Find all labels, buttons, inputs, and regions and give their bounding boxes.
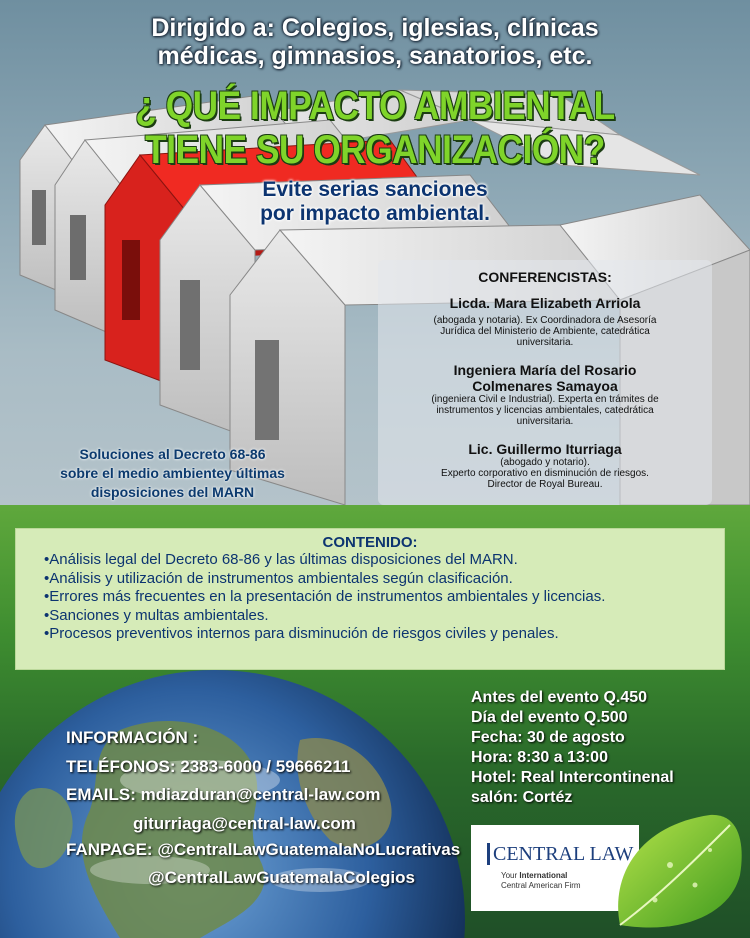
event-detail-line: Hotel: Real Intercontinenal (471, 769, 674, 786)
speakers-title: CONFERENCISTAS: (478, 269, 612, 285)
speaker-2-desc-line: (ingeniera Civil e Industrial). Experta en trámites de (431, 394, 659, 405)
solutions-line: disposiciones del MARN (90, 484, 255, 500)
solutions-line: sobre el medio ambientey últimas (60, 465, 285, 481)
subheadline (200, 178, 550, 226)
speaker-1-desc-line: (abogada y notaria). Ex Coordinadora de Asesoría (433, 315, 657, 326)
fanpage-row (66, 840, 460, 860)
speaker-1-desc-line: universitaria. (516, 337, 574, 348)
audience-line-2: médicas, gimnasios, sanatorios, etc. (157, 42, 593, 70)
info-label: INFORMACIÓN : (66, 728, 199, 747)
logo-tag-line2: Central American Firm (501, 881, 581, 890)
email-link-2[interactable]: giturriaga@central-law.com (133, 814, 356, 833)
logo-tagline (501, 871, 581, 891)
speaker-1-desc-line: Jurídica del Ministerio de Ambiente, catedrática (440, 326, 650, 337)
logo-bar (487, 843, 490, 865)
leaf-image (600, 805, 750, 938)
content-item: •Análisis legal del Decreto 68-86 y las últimas disposiciones del MARN. (44, 551, 518, 568)
speaker-3-desc (378, 457, 712, 490)
speaker-2-name (378, 362, 712, 394)
logo-name: CENTRAL LAW (493, 843, 634, 865)
email-link-1[interactable]: mdiazduran@central-law.com (140, 785, 381, 804)
headline-line-2: TIENE SU ORGANIZACIÓN? (145, 128, 605, 172)
content-item: •Errores más frecuentes en la presentación de instrumentos ambientales y licencias. (44, 588, 606, 605)
subheadline-line-2: por impacto ambiental. (260, 202, 490, 225)
content-box (15, 528, 725, 670)
solutions-line: Soluciones al Decreto 68-86 (79, 446, 266, 462)
solutions-text (0, 445, 345, 502)
speaker-2-name-line: Ingeniera María del Rosario (453, 362, 637, 378)
headline-line-1: ¿ QUÉ IMPACTO AMBIENTAL (135, 84, 615, 128)
speaker-2-desc (378, 394, 712, 427)
event-detail-line: Hora: 8:30 a 13:00 (471, 749, 608, 766)
logo-tag-strong: International (519, 871, 568, 880)
event-details (471, 688, 674, 808)
speaker-3-desc-line: Experto corporativo en disminución de riesgos. (441, 468, 649, 479)
subheadline-line-1: Evite serias sanciones (262, 178, 488, 201)
emails-label: EMAILS: (66, 785, 136, 804)
event-detail-line: Día del evento Q.500 (471, 709, 628, 726)
fanpage-link-1[interactable]: @CentralLawGuatemalaNoLucrativas (157, 840, 461, 859)
speaker-2-name-line: Colmenares Samayoa (472, 378, 618, 394)
event-detail-line: Fecha: 30 de agosto (471, 729, 625, 746)
content-item: •Análisis y utilización de instrumentos ambientales según clasificación. (44, 569, 513, 587)
speaker-2-desc-line: universitaria. (516, 416, 574, 427)
main-headline (45, 84, 705, 172)
speaker-2-desc-line: instrumentos y licencias ambientales, catedrática (436, 405, 654, 416)
speaker-1-desc (378, 315, 712, 348)
event-detail-line: salón: Cortéz (471, 789, 573, 806)
content-title: CONTENIDO: (322, 534, 418, 551)
phones-text: TELÉFONOS: 2383-6000 / 59666211 (66, 757, 351, 776)
fanpage-link-2[interactable]: @CentralLawGuatemalaColegios (148, 868, 415, 887)
speaker-1-name: Licda. Mara Elizabeth Arriola (449, 295, 641, 311)
speaker-3-name: Lic. Guillermo Iturriaga (468, 441, 622, 457)
event-detail-line: Antes del evento Q.450 (471, 689, 648, 706)
speaker-3-desc-line: (abogado y notario). (500, 457, 590, 468)
logo-tag-prefix: Your (501, 871, 520, 880)
content-item: •Procesos preventivos internos para disminución de riesgos civiles y penales. (44, 625, 559, 642)
audience-line-1: Dirigido a: Colegios, iglesias, clínicas (151, 14, 599, 42)
speaker-3-desc-line: Director de Royal Bureau. (487, 479, 603, 490)
content-item: •Sanciones y multas ambientales. (44, 606, 269, 624)
emails-row (66, 785, 380, 805)
audience-heading (0, 14, 750, 70)
speakers-panel (378, 260, 712, 505)
fanpage-label: FANPAGE: (66, 840, 153, 859)
